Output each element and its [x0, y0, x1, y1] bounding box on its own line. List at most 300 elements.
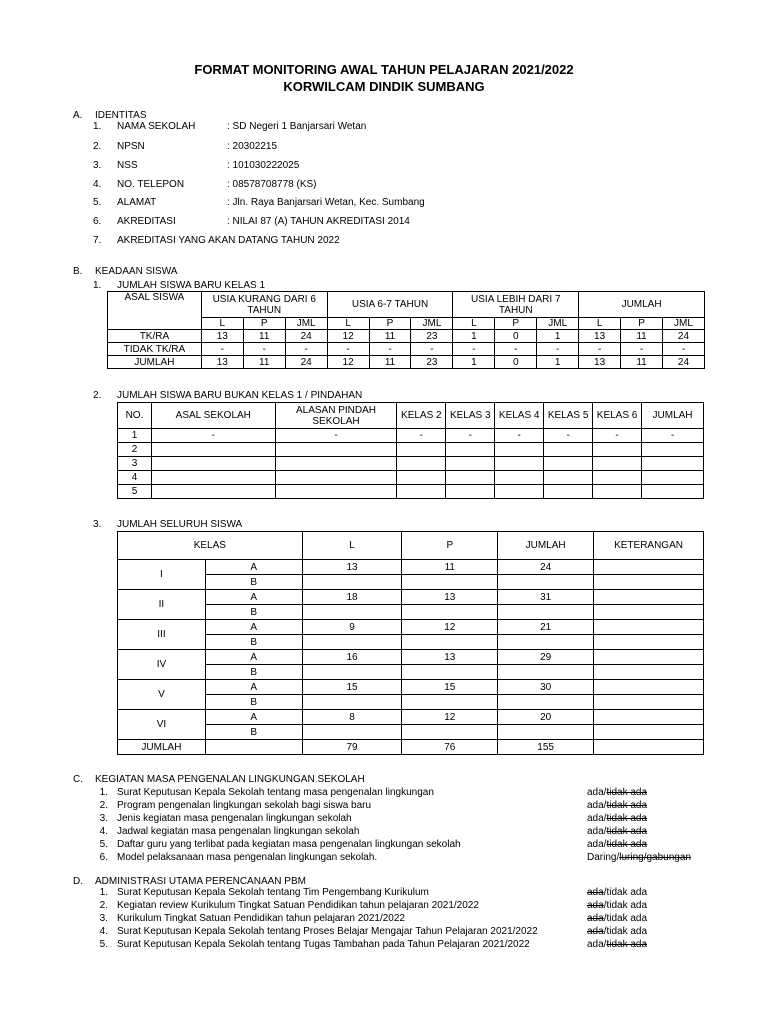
- list-item: [92, 800, 712, 813]
- cell-value: -: [453, 343, 495, 356]
- cell-jumlah: 20: [498, 710, 594, 725]
- cell-value: 23: [411, 356, 453, 369]
- table-row: [118, 443, 704, 457]
- status-option: tidak ada: [606, 826, 648, 837]
- item-status: [587, 887, 647, 898]
- cell-value: -: [593, 429, 642, 443]
- table3-no: 3.: [93, 519, 102, 530]
- cell-value: 1: [118, 429, 152, 443]
- total-l: 79: [302, 740, 402, 755]
- cell-l: 16: [302, 650, 402, 665]
- status-option: tidak ada: [606, 939, 648, 950]
- section-label: B: [205, 605, 302, 620]
- th-col: KELAS 4: [495, 403, 544, 429]
- total-jumlah: 155: [498, 740, 594, 755]
- cell-value: 11: [621, 356, 663, 369]
- th-col: KELAS 6: [593, 403, 642, 429]
- list-item: [92, 913, 712, 926]
- cell-value: 11: [369, 356, 411, 369]
- cell-empty: [302, 725, 402, 740]
- cell-value: -: [327, 343, 369, 356]
- cell-jumlah: 31: [498, 590, 594, 605]
- status-option: ada/: [587, 826, 607, 837]
- identitas-value: : SD Negeri 1 Banjarsari Wetan: [227, 121, 367, 132]
- section-label: A: [205, 680, 302, 695]
- cell-value: -: [446, 429, 495, 443]
- cell-value: 1: [537, 356, 579, 369]
- cell-jumlah: 30: [498, 680, 594, 695]
- section-c-letter: C.: [73, 774, 83, 785]
- cell-value: -: [495, 429, 544, 443]
- table2-title: JUMLAH SISWA BARU BUKAN KELAS 1 / PINDAHAN: [117, 390, 363, 401]
- cell-value: 13: [201, 330, 243, 343]
- cell-l: 8: [302, 710, 402, 725]
- identitas-value: : Jln. Raya Banjarsari Wetan, Kec. Sumbang: [227, 197, 425, 208]
- item-text: Jenis kegiatan masa pengenalan lingkungan sekolah: [117, 813, 352, 824]
- table-row: [118, 635, 704, 650]
- item-text: Kegiatan review Kurikulum Tingkat Satuan Pendidikan tahun pelajaran 2021/2022: [117, 900, 479, 911]
- th-col: P: [402, 532, 498, 560]
- cell-value: [446, 443, 495, 457]
- cell-empty: [205, 740, 302, 755]
- cell-value: [495, 485, 544, 499]
- cell-value: -: [201, 343, 243, 356]
- section-label: A: [205, 650, 302, 665]
- item-no: 6.: [99, 852, 108, 863]
- item-no: 5.: [99, 839, 108, 850]
- table-seluruh-siswa: [117, 531, 704, 755]
- kelas-label: III: [118, 620, 206, 650]
- cell-value: -: [621, 343, 663, 356]
- cell-l: 18: [302, 590, 402, 605]
- cell-value: [593, 485, 642, 499]
- section-c-title: KEGIATAN MASA PENGENALAN LINGKUNGAN SEKOLAH: [95, 774, 365, 785]
- cell-keterangan: [594, 740, 704, 755]
- cell-empty: [302, 665, 402, 680]
- cell-empty: [594, 605, 704, 620]
- th-col: L: [302, 532, 402, 560]
- th-jumlah: JUMLAH: [579, 292, 705, 318]
- cell-p: 15: [402, 680, 498, 695]
- cell-jumlah: 24: [498, 560, 594, 575]
- status-option: tidak ada: [606, 839, 648, 850]
- kelas-label: I: [118, 560, 206, 590]
- table-row: [118, 680, 704, 695]
- cell-value: [593, 471, 642, 485]
- cell-l: 13: [302, 560, 402, 575]
- section-b-letter: B.: [73, 266, 83, 277]
- cell-value: -: [642, 429, 704, 443]
- th-col: KELAS 3: [446, 403, 495, 429]
- item-no: 1.: [99, 787, 108, 798]
- th-sub: L: [579, 318, 621, 330]
- item-text: Program pengenalan lingkungan sekolah bagi siswa baru: [117, 800, 372, 811]
- item-text: Surat Keputusan Kepala Sekolah tentang Tim Pengembang Kurikulum: [117, 887, 429, 898]
- cell-p: 11: [402, 560, 498, 575]
- identitas-no: 6.: [93, 216, 102, 227]
- list-item: [92, 887, 712, 900]
- cell-value: [275, 443, 397, 457]
- cell-empty: [402, 695, 498, 710]
- item-text: Jadwal kegiatan masa pengenalan lingkungan sekolah: [117, 826, 360, 837]
- cell-jumlah: 21: [498, 620, 594, 635]
- th-sub: L: [201, 318, 243, 330]
- table-siswa-baru-kelas1: [107, 291, 705, 369]
- table-row: [118, 695, 704, 710]
- identitas-value: : 20302215: [227, 141, 278, 152]
- status-option: tidak ada: [606, 787, 648, 798]
- th-usia-6-7: USIA 6-7 TAHUN: [327, 292, 453, 318]
- row-label: JUMLAH: [108, 356, 202, 369]
- doc-subtitle: KORWILCAM DINDIK SUMBANG: [283, 79, 485, 94]
- cell-empty: [402, 665, 498, 680]
- row-label: TK/RA: [108, 330, 202, 343]
- cell-value: [397, 471, 446, 485]
- item-no: 5.: [99, 939, 108, 950]
- item-status: [587, 939, 647, 950]
- th-col: ALASAN PINDAH SEKOLAH: [275, 403, 397, 429]
- th-sub: P: [621, 318, 663, 330]
- identitas-no: 4.: [93, 179, 102, 190]
- section-label: B: [205, 725, 302, 740]
- table-row: [118, 620, 704, 635]
- th-col: JUMLAH: [498, 532, 594, 560]
- cell-p: 12: [402, 710, 498, 725]
- item-no: 2.: [99, 900, 108, 911]
- identitas-no: 2.: [93, 141, 102, 152]
- cell-value: [495, 457, 544, 471]
- identitas-akreditasi-datang: AKREDITASI YANG AKAN DATANG TAHUN 2022: [117, 235, 340, 246]
- kelas-label: II: [118, 590, 206, 620]
- section-label: A: [205, 710, 302, 725]
- cell-value: [593, 443, 642, 457]
- kelas-label: VI: [118, 710, 206, 740]
- cell-keterangan: [594, 620, 704, 635]
- cell-value: [642, 443, 704, 457]
- cell-value: -: [285, 343, 327, 356]
- total-row: [118, 740, 704, 755]
- cell-empty: [402, 725, 498, 740]
- cell-value: 24: [285, 330, 327, 343]
- cell-value: 24: [662, 356, 704, 369]
- cell-empty: [402, 605, 498, 620]
- table-row: [108, 330, 705, 343]
- cell-keterangan: [594, 650, 704, 665]
- cell-value: 2: [118, 443, 152, 457]
- table-row: [118, 485, 704, 499]
- cell-value: [397, 457, 446, 471]
- cell-p: 12: [402, 620, 498, 635]
- status-option: Daring/: [587, 852, 620, 863]
- identitas-value: : 08578708778 (KS): [227, 179, 317, 190]
- status-option: /tidak ada: [603, 900, 648, 911]
- cell-p: 13: [402, 590, 498, 605]
- identitas-value: : 101030222025: [227, 160, 300, 171]
- cell-value: 1: [453, 356, 495, 369]
- cell-value: 4: [118, 471, 152, 485]
- identitas-no: 5.: [93, 197, 102, 208]
- item-no: 3.: [99, 913, 108, 924]
- kelas-label: IV: [118, 650, 206, 680]
- cell-value: [151, 457, 275, 471]
- cell-value: [446, 485, 495, 499]
- cell-keterangan: [594, 680, 704, 695]
- cell-value: -: [579, 343, 621, 356]
- cell-empty: [498, 725, 594, 740]
- item-text: Surat Keputusan Kepala Sekolah tentang Tugas Tambahan pada Tahun Pelajaran 2021/2022: [117, 939, 530, 950]
- cell-keterangan: [594, 590, 704, 605]
- table-row: [118, 725, 704, 740]
- cell-empty: [302, 575, 402, 590]
- cell-keterangan: [594, 710, 704, 725]
- cell-empty: [594, 665, 704, 680]
- item-no: 1.: [99, 887, 108, 898]
- status-option: /tidak ada: [603, 887, 648, 898]
- item-text: Surat Keputusan Kepala Sekolah tentang Proses Belajar Mengajar Tahun Pelajaran 2021/2022: [117, 926, 538, 937]
- cell-value: [275, 457, 397, 471]
- th-col: JUMLAH: [642, 403, 704, 429]
- cell-value: [544, 443, 593, 457]
- table-row: [118, 710, 704, 725]
- cell-value: [593, 457, 642, 471]
- table-row: [108, 343, 705, 356]
- table-row: [118, 429, 704, 443]
- status-option: tidak ada: [606, 813, 648, 824]
- cell-value: 1: [453, 330, 495, 343]
- status-option: ada: [587, 913, 604, 924]
- list-item: [92, 813, 712, 826]
- cell-value: [642, 457, 704, 471]
- th-usia-lebih-7: USIA LEBIH DARI 7 TAHUN: [453, 292, 579, 318]
- status-option: tidak ada: [606, 800, 648, 811]
- cell-jumlah: 29: [498, 650, 594, 665]
- th-sub: P: [495, 318, 537, 330]
- cell-value: 11: [369, 330, 411, 343]
- table-row: [118, 605, 704, 620]
- cell-value: -: [544, 429, 593, 443]
- table-siswa-pindahan: [117, 402, 704, 499]
- th-sub: JML: [662, 318, 704, 330]
- cell-value: [544, 471, 593, 485]
- status-option: ada/: [587, 800, 607, 811]
- table1-no: 1.: [93, 280, 102, 291]
- th-col: ASAL SEKOLAH: [151, 403, 275, 429]
- section-label: B: [205, 695, 302, 710]
- list-item: [92, 852, 712, 865]
- status-option: ada/: [587, 839, 607, 850]
- section-a-title: IDENTITAS: [95, 110, 147, 121]
- cell-value: [397, 485, 446, 499]
- cell-value: [544, 457, 593, 471]
- item-status: [587, 800, 647, 811]
- table-row: [118, 457, 704, 471]
- status-option: ada: [587, 926, 604, 937]
- list-item: [92, 839, 712, 852]
- cell-keterangan: [594, 560, 704, 575]
- table2-no: 2.: [93, 390, 102, 401]
- total-p: 76: [402, 740, 498, 755]
- list-item: [92, 900, 712, 913]
- item-text: Kurikulum Tingkat Satuan Pendidikan tahun pelajaran 2021/2022: [117, 913, 405, 924]
- cell-value: [446, 457, 495, 471]
- cell-value: 24: [285, 356, 327, 369]
- cell-value: 23: [411, 330, 453, 343]
- item-status: [587, 852, 691, 863]
- cell-empty: [302, 605, 402, 620]
- cell-empty: [498, 605, 594, 620]
- cell-value: 0: [495, 356, 537, 369]
- cell-value: 13: [579, 356, 621, 369]
- th-usia-kurang-6: USIA KURANG DARI 6 TAHUN: [201, 292, 327, 318]
- cell-value: -: [411, 343, 453, 356]
- cell-value: [151, 471, 275, 485]
- status-option: ada/: [587, 813, 607, 824]
- cell-empty: [594, 575, 704, 590]
- status-option: ada/: [587, 787, 607, 798]
- item-status: [587, 839, 647, 850]
- item-no: 3.: [99, 813, 108, 824]
- cell-value: [544, 485, 593, 499]
- cell-value: [397, 443, 446, 457]
- identitas-label: ALAMAT: [117, 197, 157, 208]
- th-sub: P: [369, 318, 411, 330]
- cell-value: -: [495, 343, 537, 356]
- cell-value: [495, 471, 544, 485]
- cell-value: 11: [243, 330, 285, 343]
- status-option: ada: [587, 900, 604, 911]
- table3-title: JUMLAH SELURUH SISWA: [117, 519, 243, 530]
- cell-value: -: [243, 343, 285, 356]
- th-sub: JML: [411, 318, 453, 330]
- list-kegiatan-mpls: [92, 787, 712, 865]
- cell-empty: [594, 635, 704, 650]
- table-row: [118, 471, 704, 485]
- doc-title: FORMAT MONITORING AWAL TAHUN PELAJARAN 2021/2022: [194, 62, 574, 77]
- identitas-no: 1.: [93, 121, 102, 132]
- cell-value: [446, 471, 495, 485]
- cell-value: -: [662, 343, 704, 356]
- cell-value: [151, 443, 275, 457]
- table-row: [118, 560, 704, 575]
- section-label: A: [205, 560, 302, 575]
- item-status: [587, 900, 647, 911]
- cell-value: 5: [118, 485, 152, 499]
- table-row: [118, 590, 704, 605]
- cell-empty: [402, 575, 498, 590]
- cell-value: 1: [537, 330, 579, 343]
- cell-value: -: [369, 343, 411, 356]
- cell-empty: [498, 575, 594, 590]
- item-status: [587, 813, 647, 824]
- cell-empty: [498, 665, 594, 680]
- section-d-letter: D.: [73, 876, 83, 887]
- cell-empty: [594, 695, 704, 710]
- cell-value: [275, 471, 397, 485]
- cell-empty: [302, 635, 402, 650]
- status-option: ada: [587, 887, 604, 898]
- th-sub: JML: [537, 318, 579, 330]
- item-status: [587, 913, 647, 924]
- th-sub: L: [453, 318, 495, 330]
- cell-value: -: [151, 429, 275, 443]
- section-a-letter: A.: [73, 110, 83, 121]
- cell-l: 15: [302, 680, 402, 695]
- cell-value: [495, 443, 544, 457]
- item-status: [587, 926, 647, 937]
- table1-title: JUMLAH SISWA BARU KELAS 1: [117, 280, 266, 291]
- item-text: Surat Keputusan Kepala Sekolah tentang masa pengenalan lingkungan: [117, 787, 434, 798]
- cell-empty: [302, 695, 402, 710]
- section-label: A: [205, 590, 302, 605]
- identitas-label: AKREDITASI: [117, 216, 176, 227]
- th-sub: L: [327, 318, 369, 330]
- cell-value: 12: [327, 356, 369, 369]
- cell-empty: [402, 635, 498, 650]
- identitas-label: NPSN: [117, 141, 145, 152]
- list-item: [92, 926, 712, 939]
- cell-value: 13: [579, 330, 621, 343]
- th-asal-siswa: ASAL SISWA: [108, 292, 202, 330]
- table-row: [118, 665, 704, 680]
- identitas-no-7: 7.: [93, 235, 102, 246]
- cell-value: [642, 485, 704, 499]
- cell-value: 0: [495, 330, 537, 343]
- th-col: KELAS 2: [397, 403, 446, 429]
- cell-value: [275, 485, 397, 499]
- section-b-title: KEADAAN SISWA: [95, 266, 178, 277]
- cell-value: 24: [662, 330, 704, 343]
- section-label: B: [205, 575, 302, 590]
- cell-empty: [498, 635, 594, 650]
- row-label: TIDAK TK/RA: [108, 343, 202, 356]
- section-d-title: ADMINISTRASI UTAMA PERENCANAAN PBM: [95, 876, 306, 887]
- th-col: NO.: [118, 403, 152, 429]
- cell-value: 11: [621, 330, 663, 343]
- cell-value: -: [397, 429, 446, 443]
- th-col: KETERANGAN: [594, 532, 704, 560]
- cell-value: -: [537, 343, 579, 356]
- th-col: KELAS 5: [544, 403, 593, 429]
- section-label: B: [205, 665, 302, 680]
- th-kelas: KELAS: [118, 532, 303, 560]
- cell-empty: [498, 695, 594, 710]
- identitas-label: NO. TELEPON: [117, 179, 185, 190]
- cell-l: 9: [302, 620, 402, 635]
- table-row: [118, 575, 704, 590]
- status-option: ada/: [587, 939, 607, 950]
- cell-value: -: [275, 429, 397, 443]
- section-label: A: [205, 620, 302, 635]
- item-no: 4.: [99, 926, 108, 937]
- cell-p: 13: [402, 650, 498, 665]
- cell-value: 13: [201, 356, 243, 369]
- item-text: Model pelaksanaan masa pengenalan lingkungan sekolah.: [117, 852, 378, 863]
- identitas-no: 3.: [93, 160, 102, 171]
- cell-value: 12: [327, 330, 369, 343]
- item-status: [587, 826, 647, 837]
- item-text: Daftar guru yang terlibat pada kegiatan masa pengenalan lingkungan sekolah: [117, 839, 461, 850]
- th-sub: P: [243, 318, 285, 330]
- total-label: JUMLAH: [118, 740, 206, 755]
- list-item: [92, 826, 712, 839]
- table-row: [118, 650, 704, 665]
- cell-empty: [594, 725, 704, 740]
- identitas-label: NAMA SEKOLAH: [117, 121, 196, 132]
- section-label: B: [205, 635, 302, 650]
- status-option: /tidak ada: [603, 913, 648, 924]
- list-administrasi-pbm: [92, 887, 712, 952]
- list-item: [92, 787, 712, 800]
